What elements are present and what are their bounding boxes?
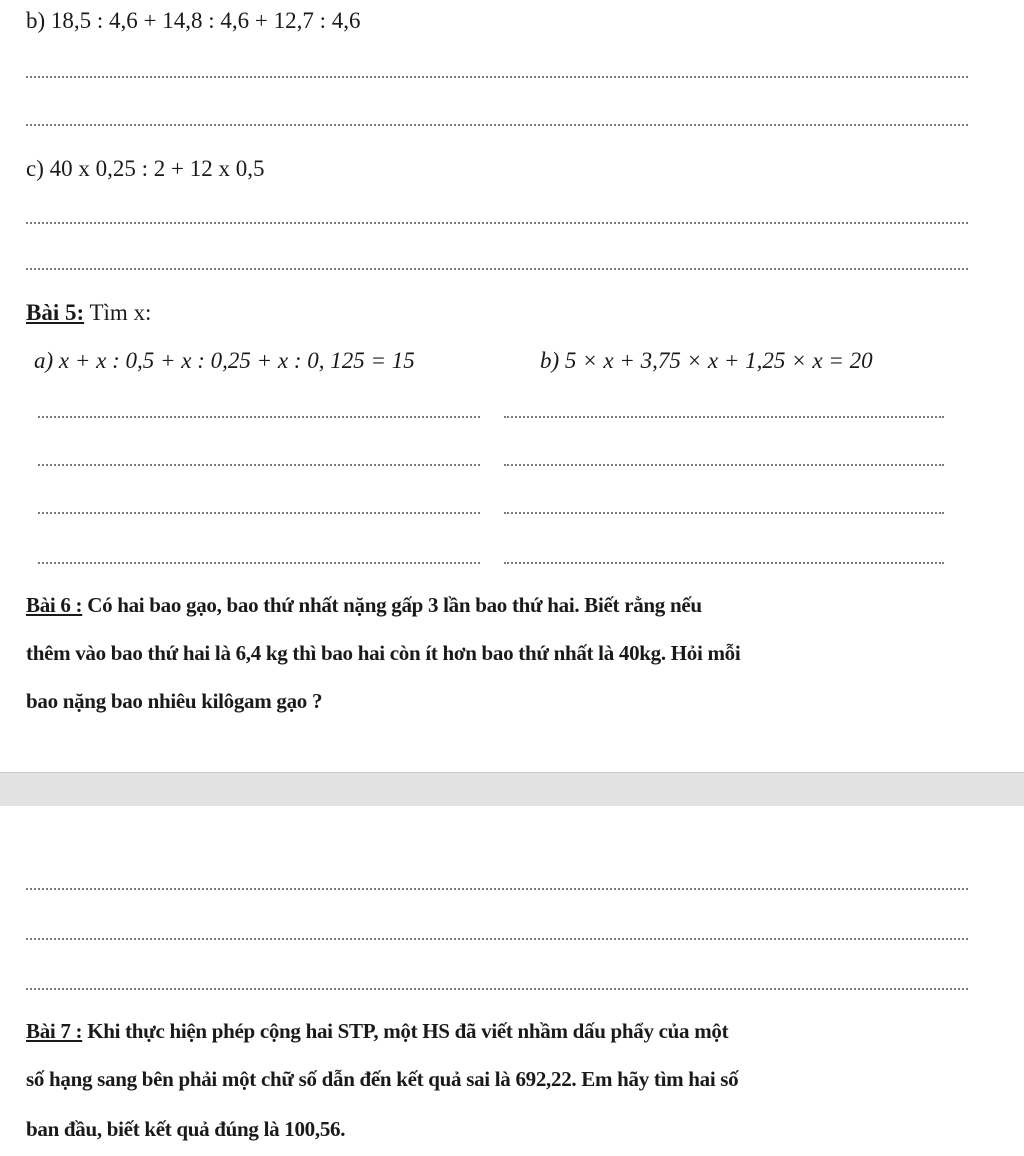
answer-line	[26, 268, 968, 270]
answer-line	[26, 888, 968, 890]
page-break	[0, 772, 1024, 808]
exercise-5a-equation: a) x + x : 0,5 + x : 0,25 + x : 0, 125 = 15	[34, 348, 415, 373]
answer-line-left	[38, 512, 480, 514]
exercise-5-title: Tìm x:	[84, 300, 152, 325]
exercise-5-heading: Bài 5:	[26, 300, 85, 325]
exercise-4c-expression: c) 40 x 0,25 : 2 + 12 x 0,5	[26, 156, 265, 181]
answer-line	[26, 76, 968, 78]
exercise-7-line-1	[26, 1016, 728, 1046]
exercise-6-text-1: Có hai bao gạo, bao thứ nhất nặng gấp 3 lần bao thứ hai. Biết rằng nếu	[82, 593, 702, 617]
answer-line	[26, 988, 968, 990]
answer-line	[26, 124, 968, 126]
worksheet-page-bottom	[0, 806, 1024, 1156]
answer-line-left	[38, 464, 480, 466]
answer-line-right	[504, 512, 944, 514]
exercise-5b-equation: b) 5 × x + 3,75 × x + 1,25 × x = 20	[540, 348, 873, 373]
exercise-7-line-3: ban đầu, biết kết quả đúng là 100,56.	[26, 1117, 346, 1141]
exercise-5-header	[26, 298, 151, 328]
answer-line-left	[38, 562, 480, 564]
exercise-6-heading: Bài 6 :	[26, 593, 83, 617]
exercise-6-line-3: bao nặng bao nhiêu kilôgam gạo ?	[26, 689, 323, 713]
exercise-6-line-1	[26, 590, 702, 620]
answer-line-right	[504, 464, 944, 466]
answer-line-left	[38, 416, 480, 418]
answer-line	[26, 938, 968, 940]
exercise-7-text-1: Khi thực hiện phép cộng hai STP, một HS đã viết nhầm dấu phẩy của một	[82, 1019, 729, 1043]
answer-line-right	[504, 416, 944, 418]
exercise-7-heading: Bài 7 :	[26, 1019, 83, 1043]
exercise-4b-expression: b) 18,5 : 4,6 + 14,8 : 4,6 + 12,7 : 4,6	[26, 8, 361, 33]
exercise-6-line-2: thêm vào bao thứ hai là 6,4 kg thì bao hai còn ít hơn bao thứ nhất là 40kg. Hỏi mỗi	[26, 641, 741, 665]
answer-line	[26, 222, 968, 224]
answer-line-right	[504, 562, 944, 564]
exercise-7-line-2: số hạng sang bên phải một chữ số dẫn đến kết quả sai là 692,22. Em hãy tìm hai số	[26, 1067, 739, 1091]
